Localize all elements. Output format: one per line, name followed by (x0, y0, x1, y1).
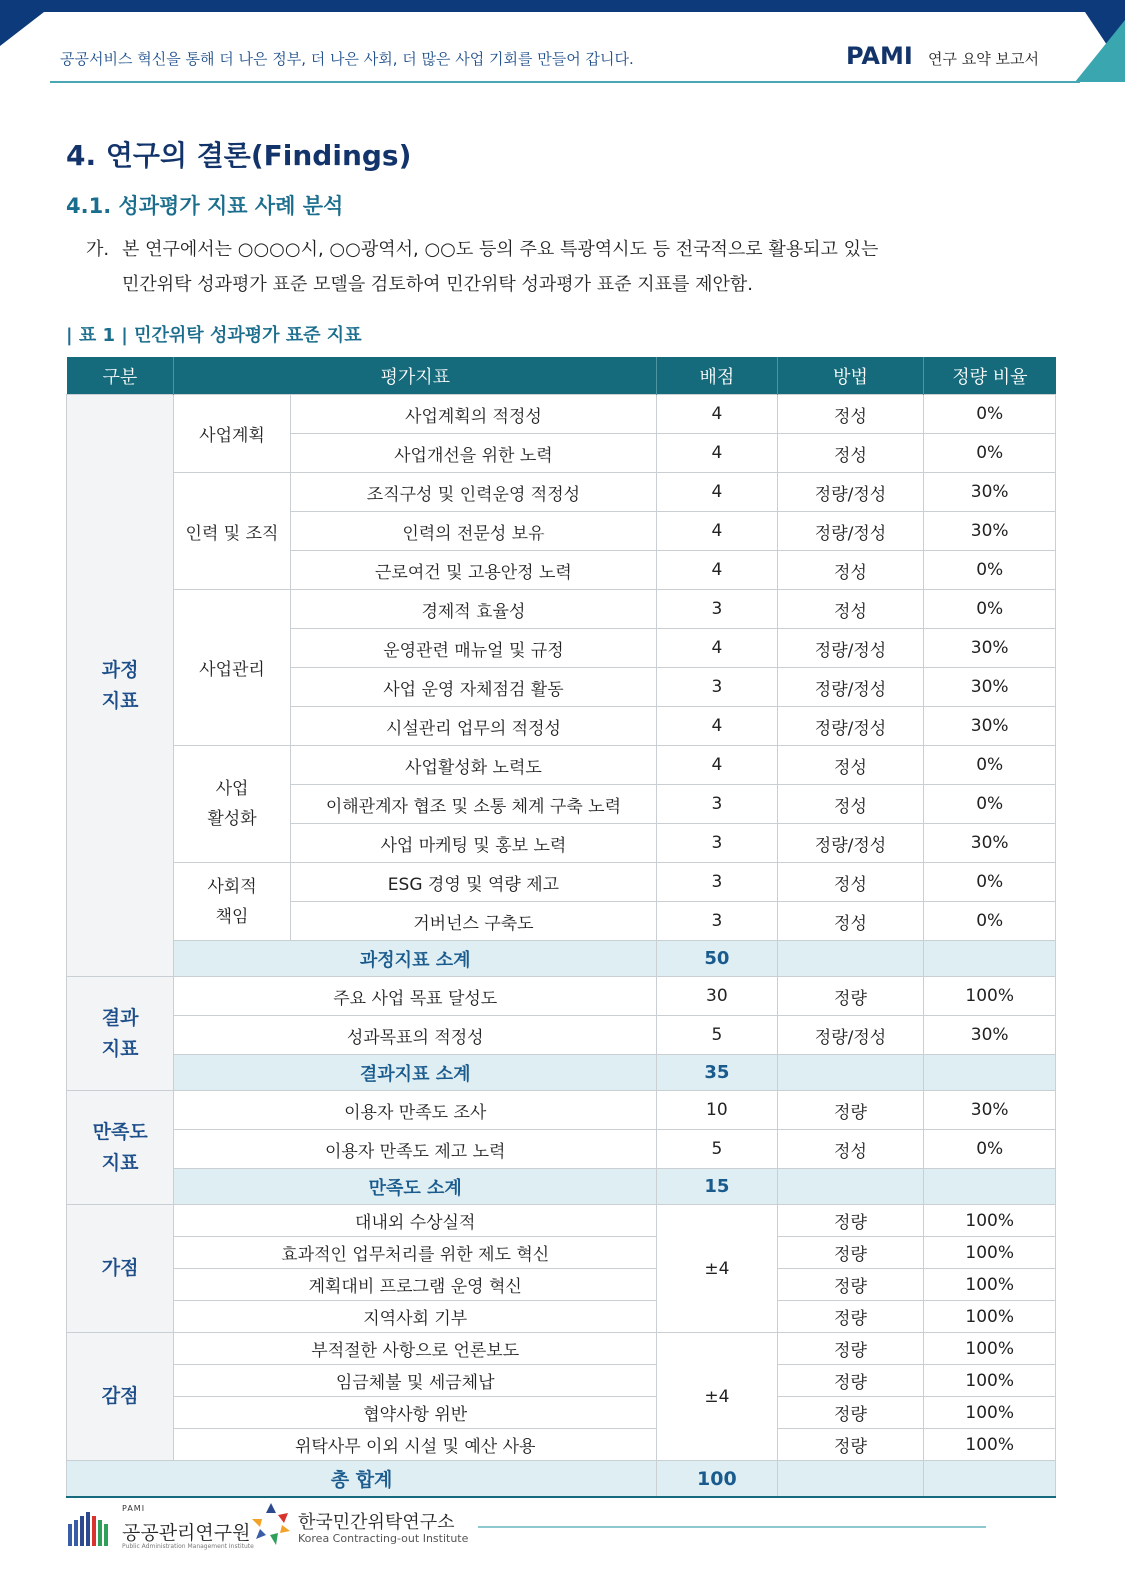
category-penalty: 감점 (67, 1333, 174, 1461)
indicator-cell: 주요 사업 목표 달성도 (174, 977, 657, 1016)
ratio-cell: 30% (924, 629, 1056, 668)
table-row (67, 1269, 1056, 1301)
table-row (67, 1301, 1056, 1333)
method-cell: 정성 (777, 863, 924, 902)
score-cell: 4 (657, 746, 777, 785)
ratio-cell: 30% (924, 707, 1056, 746)
group-name: 사업계획 (174, 395, 290, 473)
ratio-cell: 100% (924, 1269, 1056, 1301)
total-row (67, 1461, 1056, 1498)
score-cell: 3 (657, 590, 777, 629)
table-row (67, 1205, 1056, 1237)
method-cell: 정량/정성 (777, 1016, 924, 1055)
paragraph-line-1: 본 연구에서는 ○○○○시, ○○광역서, ○○도 등의 주요 특광역시도 등 전국적으로 활용되고 있는 (122, 239, 879, 260)
header-indicator: 평가지표 (174, 357, 657, 395)
indicator-cell: ESG 경영 및 역량 제고 (290, 863, 656, 902)
method-cell: 정성 (777, 1130, 924, 1169)
table-row (67, 1237, 1056, 1269)
top-color-bar (0, 0, 1125, 12)
header-brand: PAMI (846, 42, 913, 70)
subtotal-score: 35 (657, 1055, 777, 1091)
method-cell: 정성 (777, 746, 924, 785)
footer-org1-name: 공공관리연구원 (122, 1522, 251, 1544)
category-process: 과정 지표 (67, 395, 174, 977)
indicator-cell: 이용자 만족도 제고 노력 (174, 1130, 657, 1169)
ratio-cell: 100% (924, 1397, 1056, 1429)
header-divider (50, 81, 1080, 83)
table-row (67, 746, 1056, 785)
indicator-cell: 사업계획의 적정성 (290, 395, 656, 434)
method-cell: 정량 (777, 977, 924, 1016)
method-cell: 정량 (777, 1397, 924, 1429)
indicator-cell: 사업활성화 노력도 (290, 746, 656, 785)
ratio-cell: 0% (924, 395, 1056, 434)
method-cell: 정성 (777, 551, 924, 590)
table-row (67, 473, 1056, 512)
indicator-cell: 경제적 효율성 (290, 590, 656, 629)
method-cell: 정량 (777, 1237, 924, 1269)
method-cell: 정량 (777, 1429, 924, 1461)
method-cell: 정성 (777, 785, 924, 824)
indicator-cell: 협약사항 위반 (174, 1397, 657, 1429)
table-row (67, 1130, 1056, 1169)
indicator-cell: 운영관련 매뉴얼 및 규정 (290, 629, 656, 668)
ratio-cell: 0% (924, 785, 1056, 824)
group-name: 사업 활성화 (174, 746, 290, 863)
method-cell: 정성 (777, 434, 924, 473)
score-cell: 3 (657, 785, 777, 824)
indicator-cell: 대내외 수상실적 (174, 1205, 657, 1237)
ratio-cell: 30% (924, 1016, 1056, 1055)
ratio-cell: 100% (924, 1237, 1056, 1269)
indicator-cell: 사업개선을 위한 노력 (290, 434, 656, 473)
score-cell: 3 (657, 863, 777, 902)
indicator-cell: 이해관계자 협조 및 소통 체계 구축 노력 (290, 785, 656, 824)
top-left-corner-shape (0, 12, 44, 46)
paragraph-line-2: 민간위탁 성과평가 표준 모델을 검토하여 민간위탁 성과평가 표준 지표를 제안함. (122, 274, 754, 295)
ratio-cell: 30% (924, 512, 1056, 551)
ratio-cell: 30% (924, 668, 1056, 707)
header-tagline: 공공서비스 혁신을 통해 더 나은 정부, 더 나은 사회, 더 많은 사업 기회를 만들어 갑니다. (60, 50, 634, 68)
table-row (67, 1365, 1056, 1397)
method-cell: 정량 (777, 1205, 924, 1237)
indicator-cell: 사업 운영 자체점검 활동 (290, 668, 656, 707)
subtotal-row (67, 941, 1056, 977)
subsection-title: 4.1. 성과평가 지표 사례 분석 (66, 194, 344, 218)
subtotal-score: 50 (657, 941, 777, 977)
ratio-cell: 100% (924, 1205, 1056, 1237)
score-cell: 30 (657, 977, 777, 1016)
findings-paragraph (86, 232, 1026, 302)
footer-org2-name: 한국민간위탁연구소 (298, 1512, 455, 1533)
score-cell: 10 (657, 1091, 777, 1130)
top-right-accent-shape (1075, 20, 1125, 82)
category-satisfaction: 만족도 지표 (67, 1091, 174, 1205)
table-row (67, 1091, 1056, 1130)
indicator-cell: 조직구성 및 인력운영 적정성 (290, 473, 656, 512)
method-cell: 정량/정성 (777, 512, 924, 551)
table-row (67, 1397, 1056, 1429)
method-cell: 정량 (777, 1365, 924, 1397)
footer-pami-mark: PAMI (122, 1504, 146, 1513)
footer-org1-english: Public Administration Management Institute (122, 1543, 254, 1550)
indicator-cell: 지역사회 기부 (174, 1301, 657, 1333)
table-row (67, 1333, 1056, 1365)
subtotal-row (67, 1055, 1056, 1091)
score-cell: ±4 (657, 1205, 777, 1333)
score-cell: 3 (657, 668, 777, 707)
table-row (67, 1429, 1056, 1461)
method-cell: 정성 (777, 590, 924, 629)
footer-divider (478, 1526, 986, 1528)
score-cell: 4 (657, 434, 777, 473)
total-score: 100 (657, 1461, 777, 1498)
score-cell: 4 (657, 707, 777, 746)
table-row (67, 863, 1056, 902)
table-header-row (67, 357, 1056, 395)
ratio-cell: 0% (924, 902, 1056, 941)
evaluation-indicator-table (66, 357, 1056, 1498)
pami-logo (68, 1510, 110, 1546)
score-cell: 4 (657, 551, 777, 590)
ratio-cell: 0% (924, 434, 1056, 473)
score-cell: 5 (657, 1016, 777, 1055)
header-doc-type: 연구 요약 보고서 (928, 50, 1039, 68)
header-method: 방법 (777, 357, 924, 395)
ratio-cell: 100% (924, 1365, 1056, 1397)
method-cell: 정량/정성 (777, 707, 924, 746)
indicator-cell: 인력의 전문성 보유 (290, 512, 656, 551)
table-caption: | 표 1 | 민간위탁 성과평가 표준 지표 (66, 325, 362, 346)
table-row (67, 590, 1056, 629)
ratio-cell: 0% (924, 590, 1056, 629)
method-cell: 정량 (777, 1091, 924, 1130)
method-cell: 정량 (777, 1301, 924, 1333)
ratio-cell: 30% (924, 473, 1056, 512)
method-cell: 정량 (777, 1333, 924, 1365)
table-row (67, 977, 1056, 1016)
subtotal-label: 만족도 소계 (174, 1169, 657, 1205)
score-cell: 4 (657, 473, 777, 512)
header-ratio: 정량 비율 (924, 357, 1056, 395)
ratio-cell: 0% (924, 551, 1056, 590)
score-cell: 4 (657, 512, 777, 551)
indicator-cell: 사업 마케팅 및 홍보 노력 (290, 824, 656, 863)
category-bonus: 가점 (67, 1205, 174, 1333)
ratio-cell: 0% (924, 746, 1056, 785)
header-score: 배점 (657, 357, 777, 395)
method-cell: 정량/정성 (777, 824, 924, 863)
indicator-cell: 부적절한 사항으로 언론보도 (174, 1333, 657, 1365)
bar-logo-icon (68, 1510, 110, 1546)
contracting-institute-logo-icon (248, 1501, 294, 1547)
indicator-cell: 시설관리 업무의 적정성 (290, 707, 656, 746)
score-cell: 4 (657, 395, 777, 434)
section-title: 4. 연구의 결론(Findings) (66, 139, 412, 172)
ratio-cell: 0% (924, 1130, 1056, 1169)
indicator-cell: 근로여건 및 고용안정 노력 (290, 551, 656, 590)
ratio-cell: 100% (924, 1301, 1056, 1333)
ratio-cell: 30% (924, 824, 1056, 863)
subtotal-label: 과정지표 소계 (174, 941, 657, 977)
indicator-cell: 임금체불 및 세금체납 (174, 1365, 657, 1397)
subtotal-label: 결과지표 소계 (174, 1055, 657, 1091)
score-cell: 5 (657, 1130, 777, 1169)
score-cell: 4 (657, 629, 777, 668)
score-cell: 3 (657, 824, 777, 863)
method-cell: 정성 (777, 395, 924, 434)
method-cell: 정량/정성 (777, 629, 924, 668)
table-row (67, 395, 1056, 434)
indicator-cell: 계획대비 프로그램 운영 혁신 (174, 1269, 657, 1301)
indicator-cell: 거버넌스 구축도 (290, 902, 656, 941)
footer-org2-english: Korea Contracting-out Institute (298, 1532, 469, 1545)
method-cell: 정성 (777, 902, 924, 941)
indicator-cell: 효과적인 업무처리를 위한 제도 혁신 (174, 1237, 657, 1269)
ratio-cell: 100% (924, 1333, 1056, 1365)
group-name: 인력 및 조직 (174, 473, 290, 590)
paragraph-mark: 가. (86, 239, 110, 260)
ratio-cell: 100% (924, 1429, 1056, 1461)
method-cell: 정량/정성 (777, 473, 924, 512)
subtotal-row (67, 1169, 1056, 1205)
indicator-cell: 이용자 만족도 조사 (174, 1091, 657, 1130)
method-cell: 정량 (777, 1269, 924, 1301)
method-cell: 정량/정성 (777, 668, 924, 707)
score-cell: 3 (657, 902, 777, 941)
group-name: 사회적 책임 (174, 863, 290, 941)
score-cell: ±4 (657, 1333, 777, 1461)
ratio-cell: 0% (924, 863, 1056, 902)
total-label: 총 합계 (67, 1461, 657, 1498)
indicator-cell: 성과목표의 적정성 (174, 1016, 657, 1055)
header-category: 구분 (67, 357, 174, 395)
category-result: 결과 지표 (67, 977, 174, 1091)
table-row (67, 1016, 1056, 1055)
ratio-cell: 30% (924, 1091, 1056, 1130)
indicator-cell: 위탁사무 이외 시설 및 예산 사용 (174, 1429, 657, 1461)
ratio-cell: 100% (924, 977, 1056, 1016)
group-name: 사업관리 (174, 590, 290, 746)
subtotal-score: 15 (657, 1169, 777, 1205)
